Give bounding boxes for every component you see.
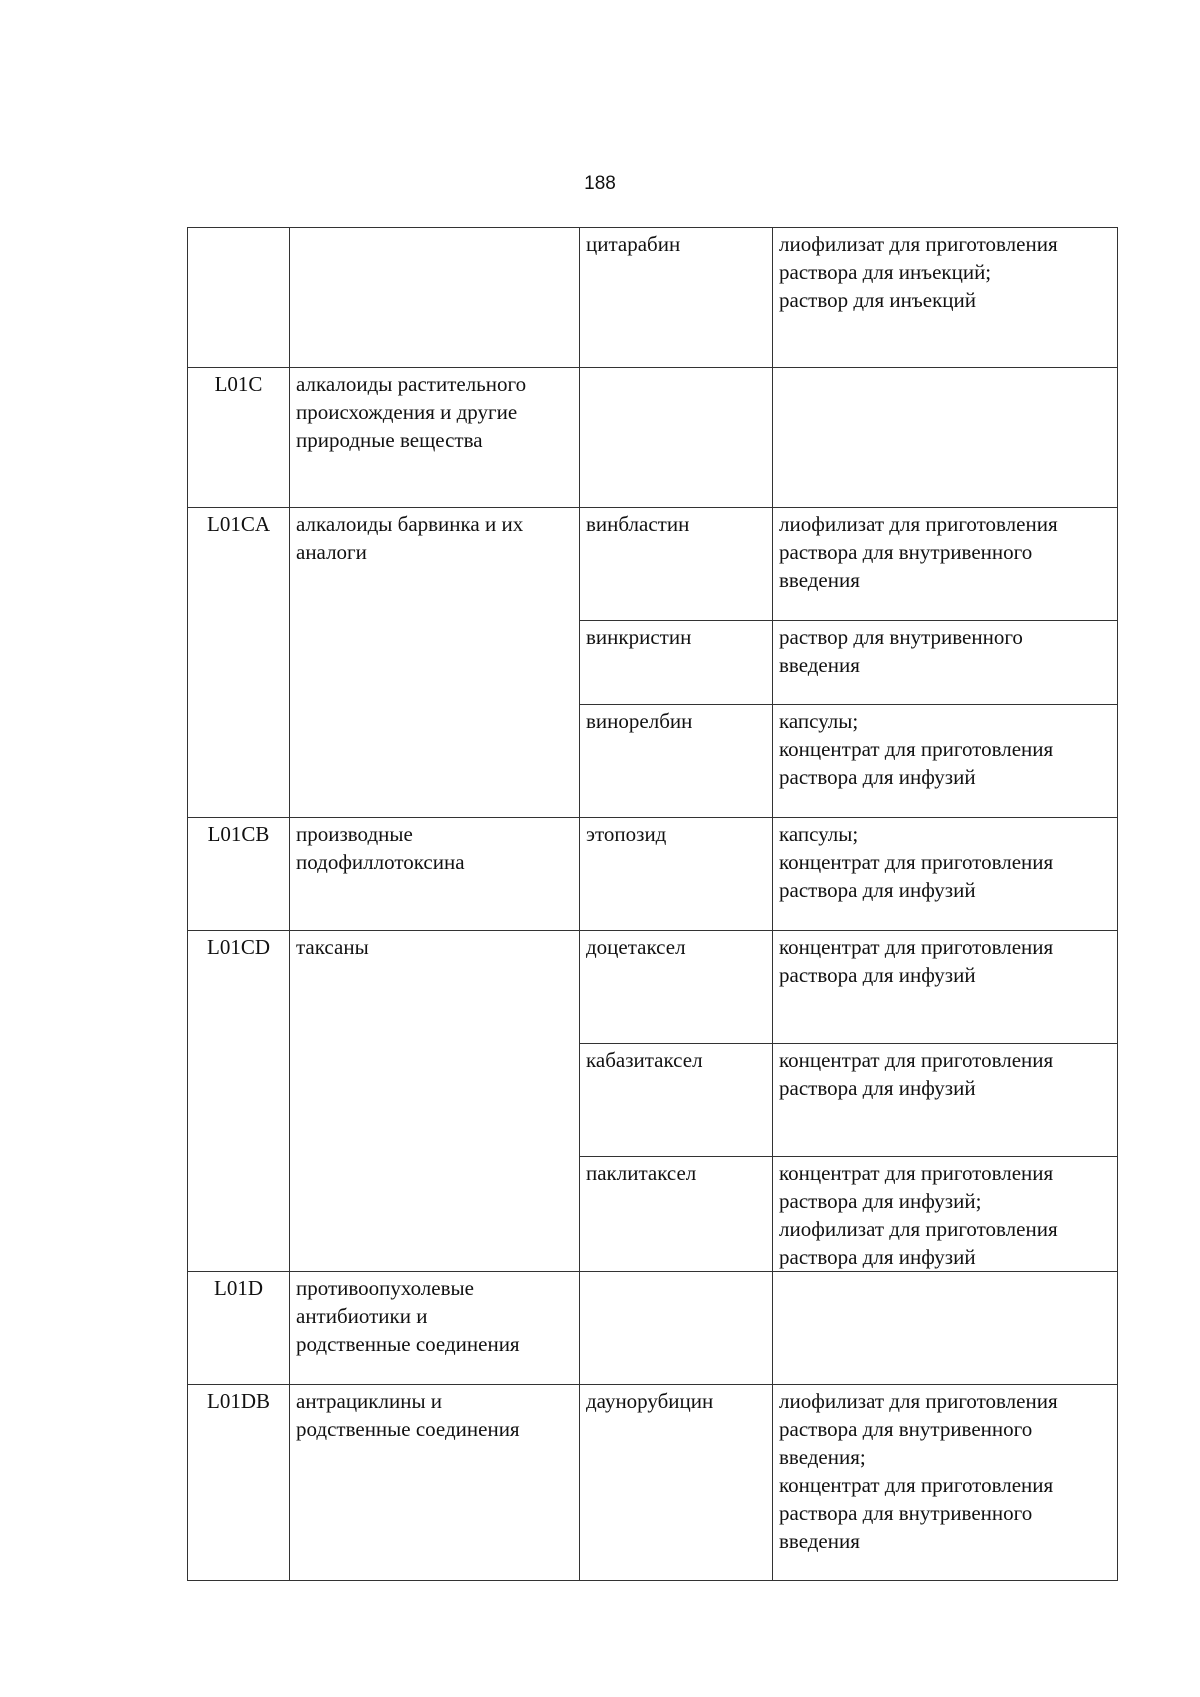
atc-code-cell: L01D — [188, 1272, 290, 1385]
atc-code-cell — [188, 228, 290, 368]
atc-code-cell: L01CB — [188, 818, 290, 931]
dosage-form-cell: концентрат для приготовления раствора для инфузий — [773, 931, 1118, 1044]
table-row — [188, 1385, 1118, 1581]
drug-name-cell: кабазитаксел — [580, 1044, 773, 1157]
atc-group-cell: таксаны — [290, 931, 580, 1272]
drug-name-cell: этопозид — [580, 818, 773, 931]
atc-code-cell: L01C — [188, 368, 290, 508]
drug-name-cell: доцетаксел — [580, 931, 773, 1044]
drug-name-cell: винорелбин — [580, 705, 773, 818]
drug-name-cell — [580, 1272, 773, 1385]
table-row — [188, 508, 1118, 621]
atc-code-cell: L01CD — [188, 931, 290, 1272]
dosage-form-cell: концентрат для приготовления раствора для инфузий — [773, 1044, 1118, 1157]
atc-group-cell: алкалоиды барвинка и их аналоги — [290, 508, 580, 818]
dosage-form-cell — [773, 1272, 1118, 1385]
dosage-form-cell: лиофилизат для приготовления раствора для внутривенного введения — [773, 508, 1118, 621]
atc-group-cell: алкалоиды растительного происхождения и другие природные вещества — [290, 368, 580, 508]
page-number: 188 — [584, 173, 616, 194]
drug-name-cell: цитарабин — [580, 228, 773, 368]
atc-group-cell: антрациклины и родственные соединения — [290, 1385, 580, 1581]
table-row — [188, 1272, 1118, 1385]
drug-table — [187, 227, 1118, 1581]
dosage-form-cell: раствор для внутривенного введения — [773, 621, 1118, 705]
drug-name-cell: винкристин — [580, 621, 773, 705]
table-row — [188, 818, 1118, 931]
atc-group-cell: противоопухолевые антибиотики и родственные соединения — [290, 1272, 580, 1385]
dosage-form-cell: капсулы; концентрат для приготовления раствора для инфузий — [773, 705, 1118, 818]
table-row — [188, 228, 1118, 368]
drug-name-cell: даунорубицин — [580, 1385, 773, 1581]
drug-name-cell: винбластин — [580, 508, 773, 621]
atc-code-cell: L01CA — [188, 508, 290, 818]
table-row — [188, 368, 1118, 508]
drug-name-cell: паклитаксел — [580, 1157, 773, 1272]
dosage-form-cell: лиофилизат для приготовления раствора для инъекций; раствор для инъекций — [773, 228, 1118, 368]
dosage-form-cell: лиофилизат для приготовления раствора для внутривенного введения; концентрат для приготовления раствора для внутривенного введения — [773, 1385, 1118, 1581]
atc-group-cell: производные подофиллотоксина — [290, 818, 580, 931]
atc-code-cell: L01DB — [188, 1385, 290, 1581]
dosage-form-cell — [773, 368, 1118, 508]
drug-name-cell — [580, 368, 773, 508]
dosage-form-cell: концентрат для приготовления раствора для инфузий; лиофилизат для приготовления раствора для инфузий — [773, 1157, 1118, 1272]
dosage-form-cell: капсулы; концентрат для приготовления раствора для инфузий — [773, 818, 1118, 931]
atc-group-cell — [290, 228, 580, 368]
table-row — [188, 931, 1118, 1044]
